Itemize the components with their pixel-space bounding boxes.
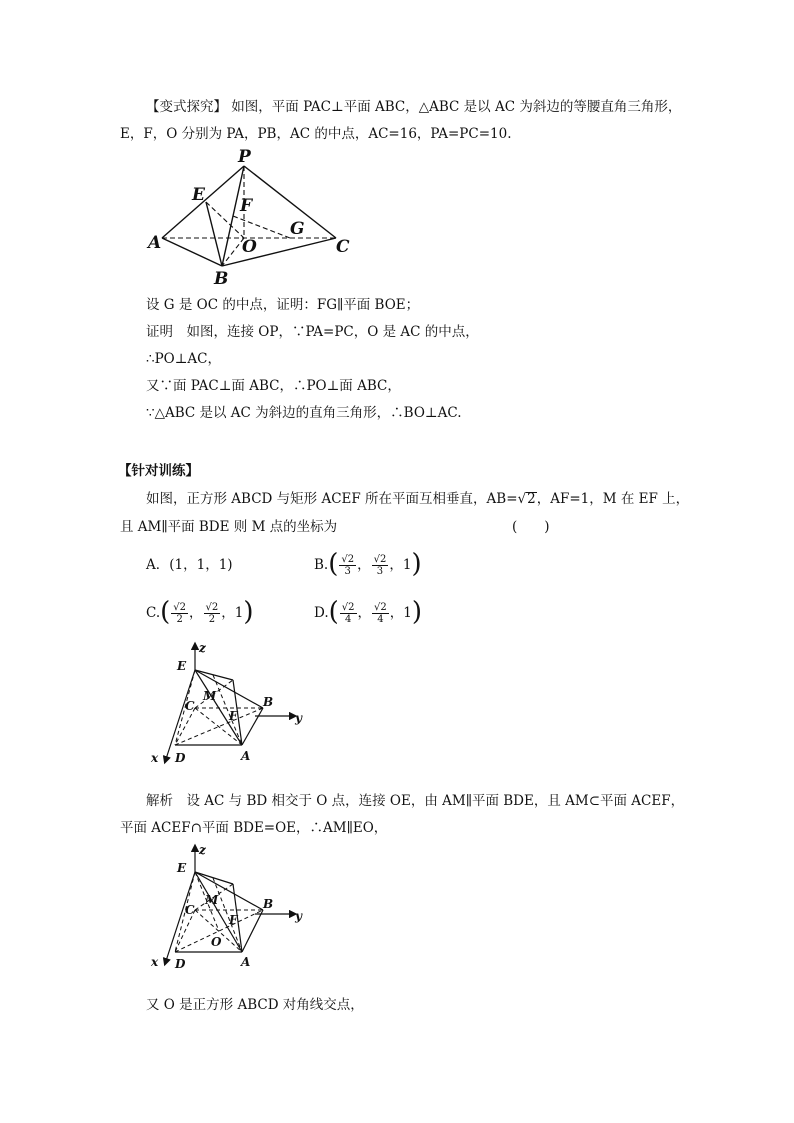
edge-ab — [242, 910, 263, 952]
label-o: O — [211, 935, 222, 949]
pyramid-figure — [140, 148, 370, 288]
label-d: D — [175, 957, 186, 971]
label-p: P — [238, 147, 251, 167]
label-a: A — [241, 749, 251, 763]
label-x: x — [151, 955, 159, 969]
label-f: F — [240, 196, 253, 216]
label-b: B — [214, 269, 229, 289]
option-b: B.( $\frac{√2}{3}$ ， $\frac{√2}{3}$ ，1) — [314, 548, 422, 579]
label-c: C — [185, 699, 195, 713]
edge-bc — [222, 238, 336, 266]
training-line-1 — [146, 490, 689, 508]
label-z: z — [199, 843, 206, 857]
coordinate-figure-2 — [145, 842, 315, 972]
segment-fg — [233, 216, 290, 238]
solution-line-3: 又 O 是正方形 ABCD 对角线交点， — [146, 997, 364, 1013]
label-z: z — [199, 641, 206, 655]
label-o: O — [242, 237, 257, 257]
label-x: x — [151, 751, 159, 765]
variant-line-1: 【变式探究】 如图，平面 PAC⊥平面 ABC，△ABC 是以 AC 为斜边的等腰直角三角形， — [146, 99, 682, 115]
training-heading: 【针对训练】 — [118, 463, 199, 479]
sqrt-2: √2 — [517, 491, 536, 507]
proof-line-3: 又∵面 PAC⊥面 ABC，∴PO⊥面 ABC， — [146, 378, 401, 394]
solution-line-1: 解析 设 AC 与 BD 相交于 O 点，连接 OE，由 AM∥平面 BDE，且 AM⊂平面 ACEF， — [146, 793, 685, 809]
label-e: E — [192, 185, 205, 205]
option-a: A．(1，1，1) — [146, 557, 233, 573]
answer-blank: ( ) — [512, 519, 550, 535]
x-axis — [165, 872, 195, 964]
proof-line-1: 证明 如图，连接 OP，∵PA=PC，O 是 AC 的中点， — [146, 324, 479, 340]
training-line-1-c: ，AF=1，M 在 EF 上， — [536, 491, 690, 507]
label-e: E — [177, 861, 187, 875]
label-y: y — [295, 909, 302, 923]
label-m: M — [205, 893, 219, 907]
label-a: A — [241, 955, 251, 969]
segment-eo — [206, 202, 244, 238]
label-c: C — [185, 903, 195, 917]
label-f: F — [229, 913, 238, 927]
training-line-2: 且 AM∥平面 BDE 则 M 点的坐标为 — [120, 519, 338, 535]
label-f: F — [229, 709, 238, 723]
label-d: D — [175, 751, 186, 765]
label-y: y — [295, 711, 302, 725]
solution-line-2: 平面 ACEF∩平面 BDE=OE，∴AM∥EO， — [120, 820, 388, 836]
coordinate-figure-1 — [145, 640, 315, 770]
proof-line-2: ∴PO⊥AC， — [146, 351, 222, 367]
edge-ab — [242, 708, 263, 745]
label-a: A — [148, 233, 162, 253]
label-b: B — [263, 695, 274, 709]
training-line-1-a: 如图，正方形 ABCD 与矩形 ACEF 所在平面互相垂直，AB= — [146, 491, 518, 507]
label-b: B — [263, 897, 274, 911]
label-e: E — [177, 659, 187, 673]
proof-line-4: ∵△ABC 是以 AC 为斜边的直角三角形，∴BO⊥AC. — [146, 405, 462, 421]
variant-question: 设 G 是 OC 的中点，证明：FG∥平面 BOE； — [146, 297, 420, 313]
label-m: M — [203, 689, 217, 703]
label-c: C — [336, 237, 350, 257]
edge-ab — [162, 238, 222, 266]
label-g: G — [290, 219, 305, 239]
variant-line-2: E，F，O 分别为 PA，PB，AC 的中点，AC=16，PA=PC=10. — [120, 126, 512, 142]
option-d: D.( $\frac{√2}{4}$ ， $\frac{√2}{4}$ ，1) — [314, 596, 423, 627]
segment-eb — [206, 202, 222, 266]
option-c: C.( $\frac{√2}{2}$ ， $\frac{√2}{2}$ ，1) — [146, 596, 254, 627]
edge-cd — [175, 708, 195, 745]
